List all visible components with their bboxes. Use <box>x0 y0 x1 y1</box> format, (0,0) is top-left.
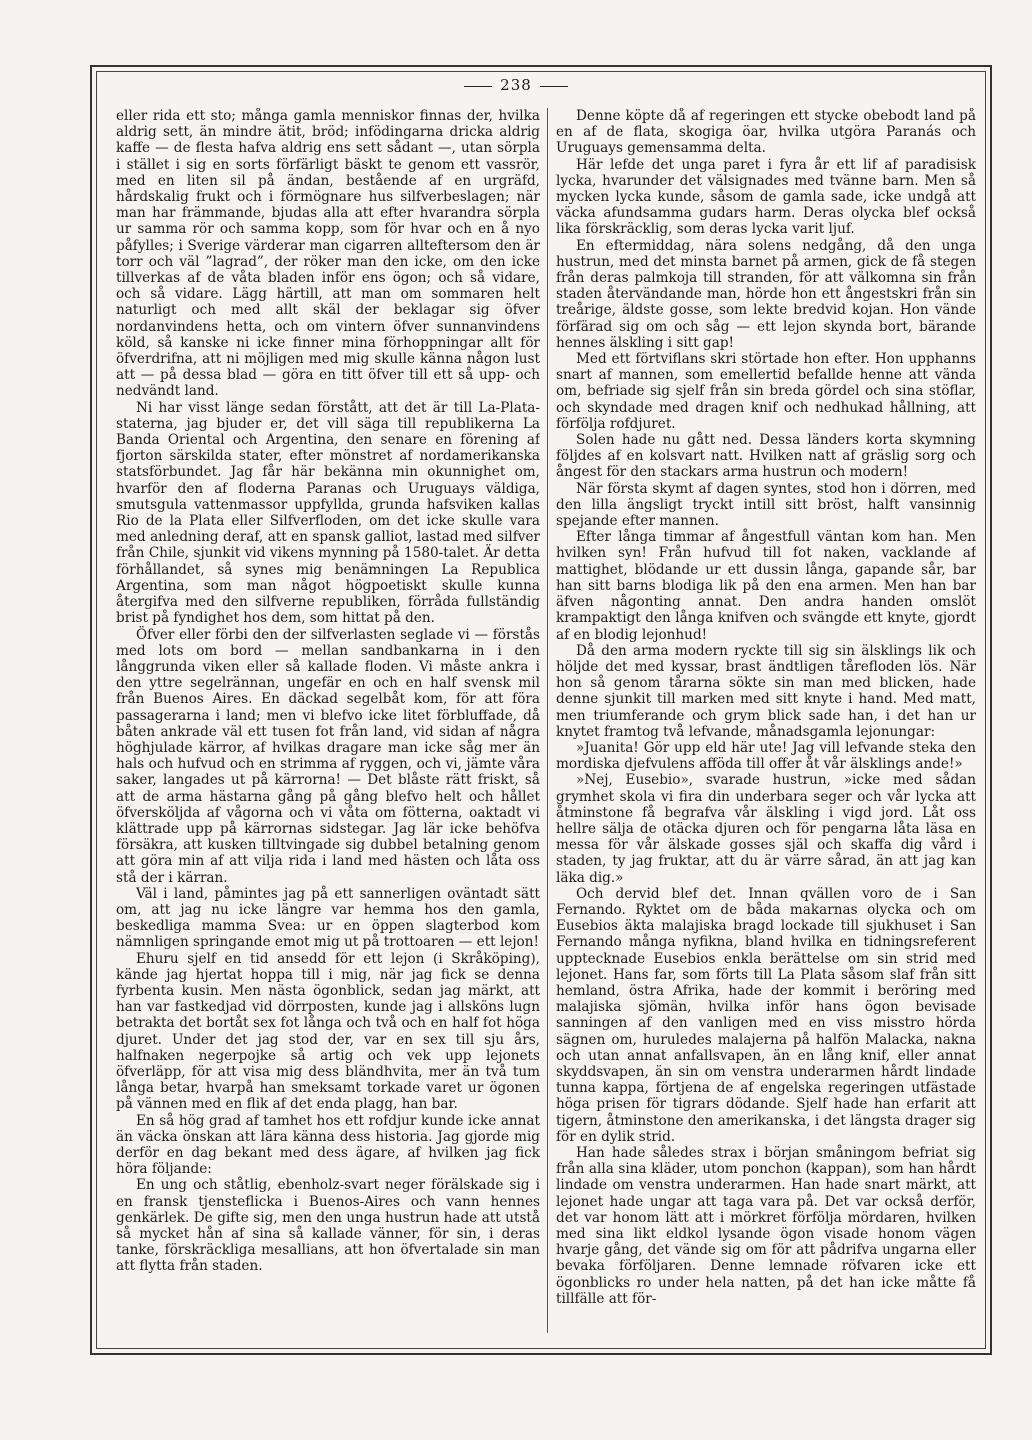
paragraph: »Nej, Eusebio», svarade hustrun, »icke med sådan grymhet skola vi fira din underbara seger och vår lycka att åtminstone få begrafva vår älskling i vigd jord. Låt oss hellre sälja de otäcka djuren och för pengarna låta läsa en messa för vår älskade gosses själ och skaffa dig vård i staden, ty jag fruktar, att du är värre sårad, än att jag kan läka dig.» <box>556 772 976 886</box>
header-dash-right <box>540 86 568 87</box>
paragraph: Då den arma modern ryckte till sig sin älsklings lik och höljde det med kyssar, brast ändtligen tårefloden lös. När hon så genom tårarna sökte sin man med blicken, hade denne sjunkit till marken med sitt knyte i hand. Med matt, men triumferande och grym blick sade han, i det han ur knytet framtog två lefvande, månadsgamla lejonungar: <box>556 642 976 740</box>
paragraph: Här lefde det unga paret i fyra år ett lif af paradisisk lycka, hvarunder det välsignades med tvänne barn. Men så mycken lycka kunde, såsom de gamla sade, icke undgå att väcka afundsamma gudars harm. Deras olycka blef också lika förskräcklig, som deras lycka varit ljuf. <box>556 156 976 238</box>
paragraph: Ni har visst länge sedan förstått, att det är till La-Plata-staterna, jag bjuder er, det vill säga till republikerna La Banda Oriental och Argentina, den senare en förening af fjorton särskilda stater, efter mönstret af nordamerikanska statsförbundet. Jag får här bekänna min okunnighet om, hvarför den af floderna Paranas och Uruguays väldiga, smutsgula vattenmassor uppfyllda, grunda hafsviken kallas Rio de la Plata eller Silfverfloden, om det icke skulle vara med anledning deraf, att en spansk galliot, lastad med silfver från Chile, sjunkit vid vikens mynning på 1580-talet. Är detta förhållandet, så synes mig benämningen La Republica Argentina, som man något högpoetiskt skulle kunna återgifva med den silfverne republiken, förråda fullständig brist på fyndighet hos dem, som hittat på den. <box>116 399 540 627</box>
right-column <box>556 108 976 1338</box>
paragraph: Ehuru sjelf en tid ansedd för ett lejon (i Skråköping), kände jag hjertat hoppa till i mig, när jag fick se denna fyrbenta kusin. Men nästa ögonblick, sedan jag märkt, att han var fastkedjad vid dörrposten, kunde jag i allsköns lugn betrakta det bortåt sex fot långa och två och en half fot höga djuret. Under det jag stod der, var en sex till sju års, halfnaken negerpojke så artig och vek upp lejonets öfverläpp, för att visa mig dess bländhvita, mer än två tum långa betar, hvarpå han smeksamt torkade varet ur ögonen på vännen med en flik af det enda plagg, han bar. <box>116 950 540 1113</box>
left-column <box>116 108 540 1338</box>
paragraph: Väl i land, påmintes jag på ett sannerligen oväntadt sätt om, att jag nu icke längre var hemma hos den gamla, beskedliga mamma Svea: ur en öppen slagterbod kom nämnligen springande emot mig ut på trottoaren — ett lejon! <box>116 885 540 951</box>
paragraph: När första skymt af dagen syntes, stod hon i dörren, med den lilla ängsligt tryckt intill sitt bröst, halft vansinnig spejande efter mannen. <box>556 480 976 530</box>
paragraph: Denne köpte då af regeringen ett stycke obebodt land på en af de flata, skogiga öar, hvilka utgöra Paranás och Uruguays gemensamma delta. <box>556 108 976 157</box>
paragraph: Han hade således strax i början småningom befriat sig från alla sina kläder, utom ponchon (kappan), som han hårdt lindade om venstra underarmen. Han hade snart märkt, att lejonet hade ungar att taga vara på. Det var också derför, det var honom lätt att i mörkret förfölja mördaren, hvilken med sina likt eldkol lysande ögon visade honom vägen hvarje gång, det vände sig om för att pådrifva ungarna eller bevaka förföljaren. Denne lemnade röfvaren icke ett ögonblicks ro under hela natten, på det han icke måtte få tillfälle att för- <box>556 1145 976 1307</box>
paragraph: Solen hade nu gått ned. Dessa länders korta skymning följdes af en kolsvart natt. Hvilken natt af gräslig sorg och ångest för den stackars arma hustrun och modern! <box>556 432 976 481</box>
paragraph: Med ett förtviflans skri störtade hon efter. Hon upphanns snart af mannen, som emellertid befallde henne att vända om, befriade sig sjelf från sin breda gördel och sina stöflar, och skyndade med dragen knif och nedhukad hållning, att förfölja rofdjuret. <box>556 351 976 432</box>
page-number: 238 <box>500 76 532 94</box>
paragraph: »Juanita! Gör upp eld här ute! Jag vill lefvande steka den mordiska djefvulens afföda till offer åt vår älsklings ande!» <box>556 739 976 773</box>
paragraph: Öfver eller förbi den der silfverlasten seglade vi — förstås med lots om bord — mellan sandbankarna in i den långgrunda viken eller så kallade floden. Vi måste ankra i den yttre segelrännan, ungefär en och en half svensk mil från Buenos Aires. En däckad segelbåt kom, för att föra passagerarna i land; men vi blefvo icke litet förbluffade, då båten ankrade väl ett tusen fot från land, vid sidan af några höghjulade kärror, af hvilkas dragare man icke såg mer än hals och hufvud och en strimma af ryggen, och vi, jämte våra saker, langades ut på kärrorna! — Det blåste rätt friskt, så att de arma hästarna gång på gång blefvo helt och hållet öfversköljda af vågorna och vi våta om fötterna, oaktadt vi klättrade upp på kärrornas sidstegar. Jag lär icke behöfva försäkra, att kusken tilltvingade sig dubbel betalning genom att göra min af att vilja rida i land med hästen och låta oss stå der i kärran. <box>116 626 540 886</box>
paragraph: En ung och ståtlig, ebenholz-svart neger förälskade sig i en fransk tjensteflicka i Buenos-Aires och vann hennes genkärlek. De gifte sig, men den unga hustrun hade att utstå så mycket hån af sina så kallade vänner, för sin, i deras tanke, förskräckliga mesallians, att hon öfvertalade sin man att flytta från staden. <box>116 1177 540 1275</box>
paragraph: Efter långa timmar af ångestfull väntan kom han. Men hvilken syn! Från hufvud till fot naken, vacklande af mattighet, blödande ur ett dussin långa, gapande sår, bar han sitt barns blodiga lik på den ena armen. Men han bar äfven någonting annat. Den andra handen omslöt krampaktigt den långa knifven och svängde ett knyte, gjordt af en blodig lejonhud! <box>556 529 976 643</box>
page-header <box>0 76 1032 94</box>
paragraph: Och dervid blef det. Innan qvällen voro de i San Fernando. Ryktet om de båda makarnas olycka och om Eusebios äkta malajiska bragd lockade till sjukhuset i San Fernando många nyfikna, bland hvilka en tidningsreferent upptecknade Eusebios enkla berättelse om sin strid med lejonet. Hans far, som förts till La Plata såsom slaf från sitt hemland, östra Afrika, hade der kommit i beröring med malajiska sjömän, hvilka inför hans ögon bevisade sanningen af den vanligen med en viss misstro hörda sägnen om, huruledes malajerna på halfön Malacka, nakna och utan annat anfallsvapen, än en lång knif, eller annat skyddsvapen, än sin om venstra underarmen hårdt lindade tunna kappa, förtjena de af engelska regeringen utfästade höga prisen för tigrars dödande. Sjelf hade han erfarit att tigern, åtminstone den amerikanska, i det längsta drager sig för en dylik strid. <box>556 885 976 1145</box>
header-dash-left <box>464 86 492 87</box>
paragraph: En så hög grad af tamhet hos ett rofdjur kunde icke annat än väcka önskan att lära känna dess historia. Jag gjorde mig derför en dag bekant med dess ägare, af hvilken jag fick höra följande: <box>116 1112 540 1178</box>
column-divider <box>547 108 548 1333</box>
paragraph: En eftermiddag, nära solens nedgång, då den unga hustrun, med det minsta barnet på armen, gick de få stegen från deras palmkoja till stranden, för att välkomna sin från staden återvändande man, hörde hon ett ångestskri från sin treårige, äldste gosse, som lekte bredvid kojan. Hon vände förfärad sig om och såg — ett lejon skynda bort, bärande hennes älskling i sitt gap! <box>556 237 976 351</box>
paragraph: eller rida ett sto; många gamla menniskor finnas der, hvilka aldrig sett, än mindre ätit, bröd; infödingarna dricka aldrig kaffe — de flesta hafva aldrig ens sett sådant —, utan sörpla i stället i sig en sorts förfärligt bäskt te genom ett vassrör, med en liten sil på ändan, bestående af en urgräfd, hårdskalig frukt och i förmögnare hus silfverbeslagen; när man har främmande, bjudas alla att efter hvarandra sörpla ur samma rör och samma kopp, som för hvar och en å nyo påfylles; i Sverige värderar man cigarren allteftersom den är torr och väl ”lagrad”, der röker man den icke, om den icke tillverkas af de våta bladen inför ens ögon; och så vidare, och så vidare. Lägg härtill, att man om sommaren helt naturligt och med allt skäl der beklagar sig öfver nordanvindens hetta, och om vintern öfver sunnanvindens köld, så kanske ni icke finner mina förhoppningar allt för öfverdrifna, att ni möjligen med mig skulle känna någon lust att — på dessa blad — göra en titt öfver till ett så upp- och nedvändt land. <box>116 108 540 400</box>
